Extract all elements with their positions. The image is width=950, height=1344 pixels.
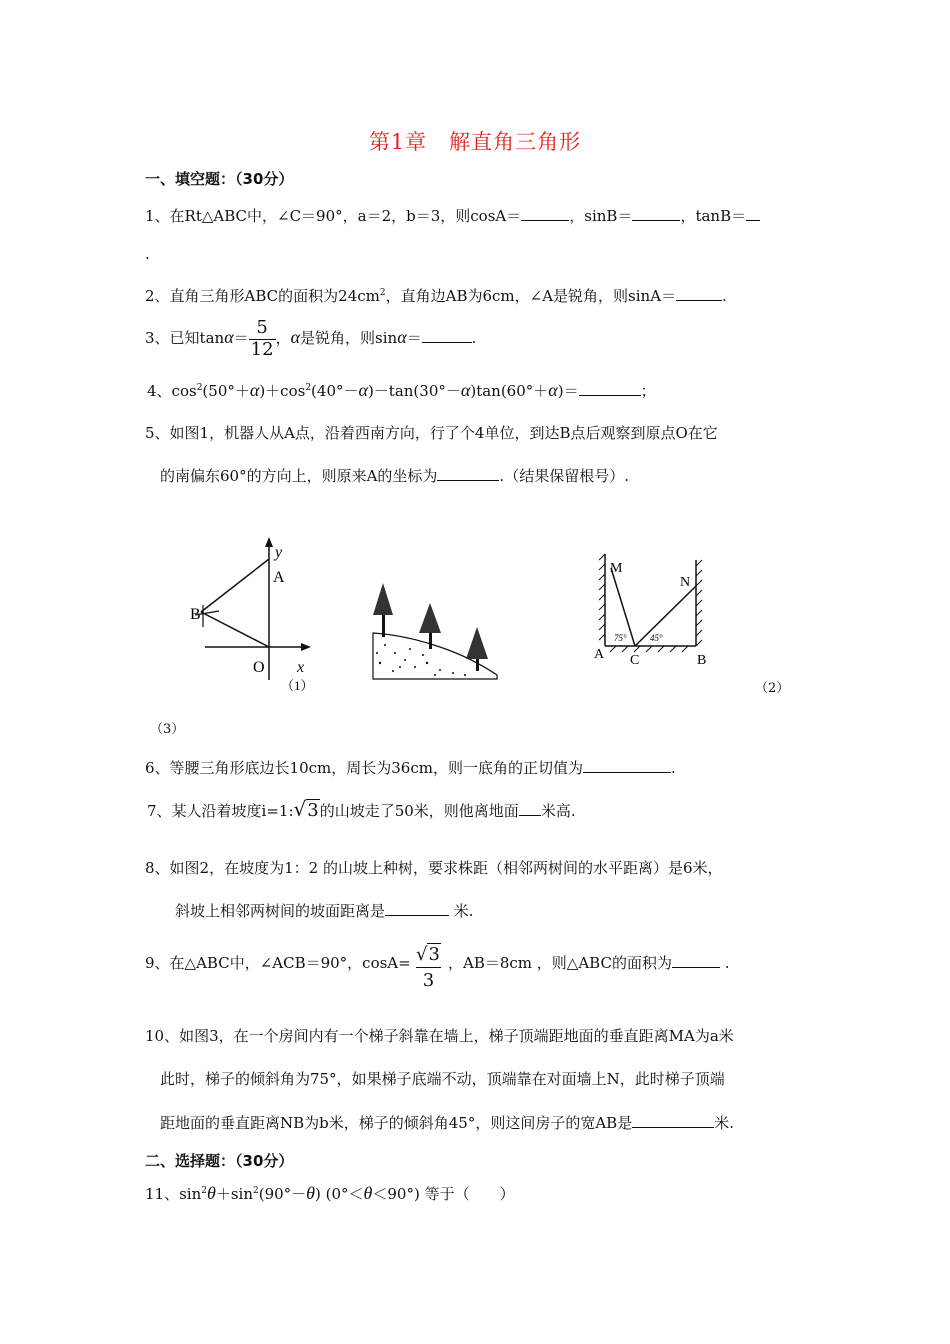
question-9: 9、在△ABC中，∠ACB＝90°，cosA= [145, 954, 411, 972]
section-heading-choice: 二、选择题：（30分） [145, 1152, 294, 1170]
question-9-tail: ，AB＝8cm ，则△ABC的面积为 . [448, 954, 730, 972]
question-10-line-2: 此时，梯子的倾斜角为75°，如果梯子底端不动，顶端靠在对面墙上N，此时梯子顶端 [160, 1070, 725, 1088]
label-M: M [610, 561, 623, 576]
question-8-line-2: 斜坡上相邻两树间的坡面距离是 米. [175, 902, 474, 920]
label-N: N [680, 575, 691, 590]
question-10-line-1: 10、如图3，在一个房间内有一个梯子斜靠在墙上，梯子顶端距地面的垂直距离MA为a米 [145, 1027, 734, 1045]
sqrt-symbol: √ [293, 797, 307, 821]
fraction-5-12: $\frac{5}{12}$ [250, 317, 274, 360]
question-5-line-2: 的南偏东60°的方向上，则原来A的坐标为 .（结果保留根号）. [160, 467, 629, 485]
section-heading-fill-in: 一、填空题：（30分） [145, 170, 294, 188]
left-wall-hatch [599, 554, 605, 640]
question-6: 6、等腰三角形底边长10cm，周长为36cm，则一底角的正切值为 . [145, 759, 676, 777]
page-title: 第1章 解直角三角形 [368, 130, 582, 154]
question-10-line-3: 距地面的垂直距离NB为b米，梯子的倾斜角45°，则这间房子的宽AB是 米. [160, 1114, 734, 1132]
y-axis-arrow [265, 537, 273, 547]
label-B: B [697, 653, 707, 668]
figure-1-caption: （1） [281, 678, 314, 693]
question-4: 4、$\cos^2(50^\circ+\alpha)+\cos^2(40^\circ-\alpha)-\tan(30^\circ-\alpha)\tan(60^\circ+\alpha)=$ ； [147, 380, 656, 400]
right-wall-hatch [696, 560, 702, 646]
segment-BO [201, 612, 269, 647]
question-8-line-1: 8、如图2，在坡度为1：2 的山坡上种树，要求株距（相邻两树间的水平距离）是6米， [145, 859, 723, 877]
tree [373, 583, 393, 637]
figure-2-hillside [365, 575, 505, 685]
question-1-end: . [145, 245, 150, 263]
label-x: x [297, 659, 305, 676]
fraction-sqrt3-over-3: √3 3 [416, 944, 440, 991]
question-5-line-1: 5、如图1，机器人从A点，沿着西南方向，行了个4单位，到达B点后观察到原点O在它 [145, 424, 718, 442]
question-2: 2、直角三角形ABC的面积为$24cm^2$，直角边AB为6cm，∠A是锐角，则sinA＝ . [145, 287, 727, 305]
figure-1-coordinates [185, 535, 325, 700]
question-11: 11、$\sin^2\theta+\sin^2(90^\circ-\theta)$ (0°＜θ＜90°) 等于（ ） [145, 1183, 515, 1203]
figure-caption-3: （3） [150, 722, 185, 737]
question-3: 3、已知tanα＝ $\frac{5}{12}$ ，α是锐角，则sinα＝ . [145, 317, 477, 360]
segment-AB [201, 559, 269, 612]
question-1: 1、在Rt△ABC中，∠C＝90°，a＝2，b＝3，则cosA＝ ，sinB＝ ，tanB＝ [145, 205, 760, 226]
label-A: A [594, 647, 605, 662]
angle-75: 75° [614, 633, 627, 643]
question-7: 7、某人沿着坡度i=1:√3的山坡走了50米，则他离地面 米高. [147, 797, 576, 821]
label-A: A [273, 569, 285, 586]
label-y: y [275, 544, 283, 561]
label-C: C [630, 653, 640, 668]
figure-3-ladder [590, 548, 710, 673]
ladder-CN [635, 586, 696, 646]
floor-hatch [610, 646, 688, 652]
figure-3-caption: （2） [755, 681, 790, 696]
angle-45: 45° [650, 633, 663, 643]
label-B: B [190, 606, 201, 623]
label-O: O [253, 659, 265, 676]
x-axis-arrow [301, 643, 311, 651]
